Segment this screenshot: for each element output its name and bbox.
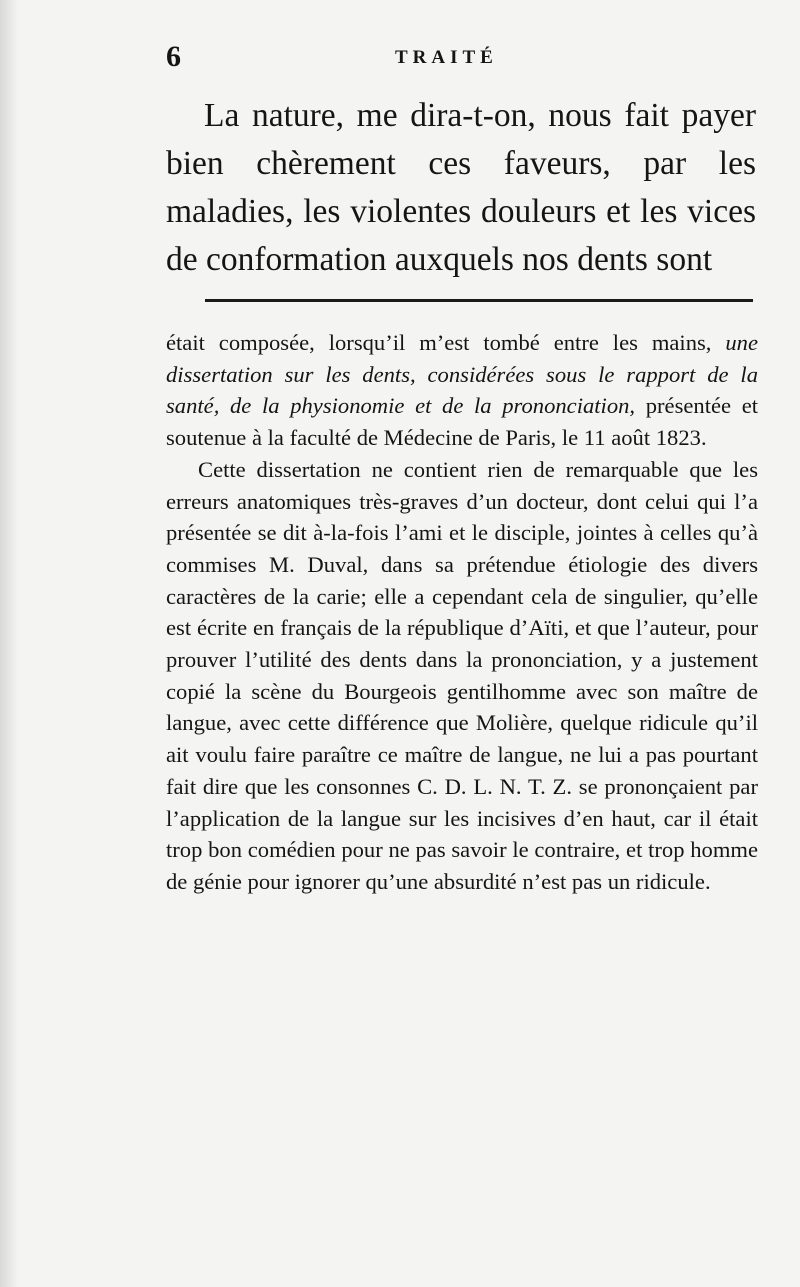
- main-paragraph: La nature, me dira-t-on, nous fait payer bien chèrement ces faveurs, par les maladies, les violentes douleurs et les vices de conformation auxquels nos dents sont: [166, 97, 756, 278]
- footnote-paragraph-2: Cette dissertation ne contient rien de remarquable que les erreurs anatomiques très-graves d’un docteur, dont celui qui l’a présentée se dit à-la-fois l’ami et le disciple, jointes à celles qu’à commises M. Duval, dans sa prétendue étiologie des divers caractères de la carie; elle a cependant cela de singulier, qu’elle est écrite en français de la république d’Aïti, et que l’auteur, pour prouver l’utilité des dents dans la prononciation, y a justement copié la scène du Bourgeois gentilhomme avec son maître de langue, avec cette différence que Molière, quelque ridicule qu’il ait voulu faire paraître ce maître de langue, ne lui a pas pourtant fait dire que les consonnes C. D. L. N. T. Z. se prononçaient par l’application de la langue sur les incisives d’en haut, car il était trop bon comédien pour ne pas savoir le contraire, et trop homme de génie pour ignorer qu’une absurdité n’est pas un ridicule.: [166, 456, 758, 894]
- main-text-block: [166, 92, 756, 284]
- footnote-separator-rule: [205, 299, 753, 302]
- footnote-p1-start: était composée, lorsqu’il m’est tombé entre les mains,: [166, 330, 726, 355]
- page-gutter-shadow: [0, 0, 18, 1287]
- footnote-paragraph-1: [166, 327, 758, 454]
- footnote-block: [166, 327, 758, 898]
- footnote-dissertation-title: une dissertation sur les dents, considérées sous le rapport de la santé, de la physionomie et de la prononciation,: [166, 330, 758, 419]
- page-number: 6: [166, 40, 181, 73]
- running-title: TRAITÉ: [395, 47, 498, 68]
- footnote-p1-end: présentée et soutenue à la faculté de Médecine de Paris, le 11 août 1823.: [166, 393, 758, 451]
